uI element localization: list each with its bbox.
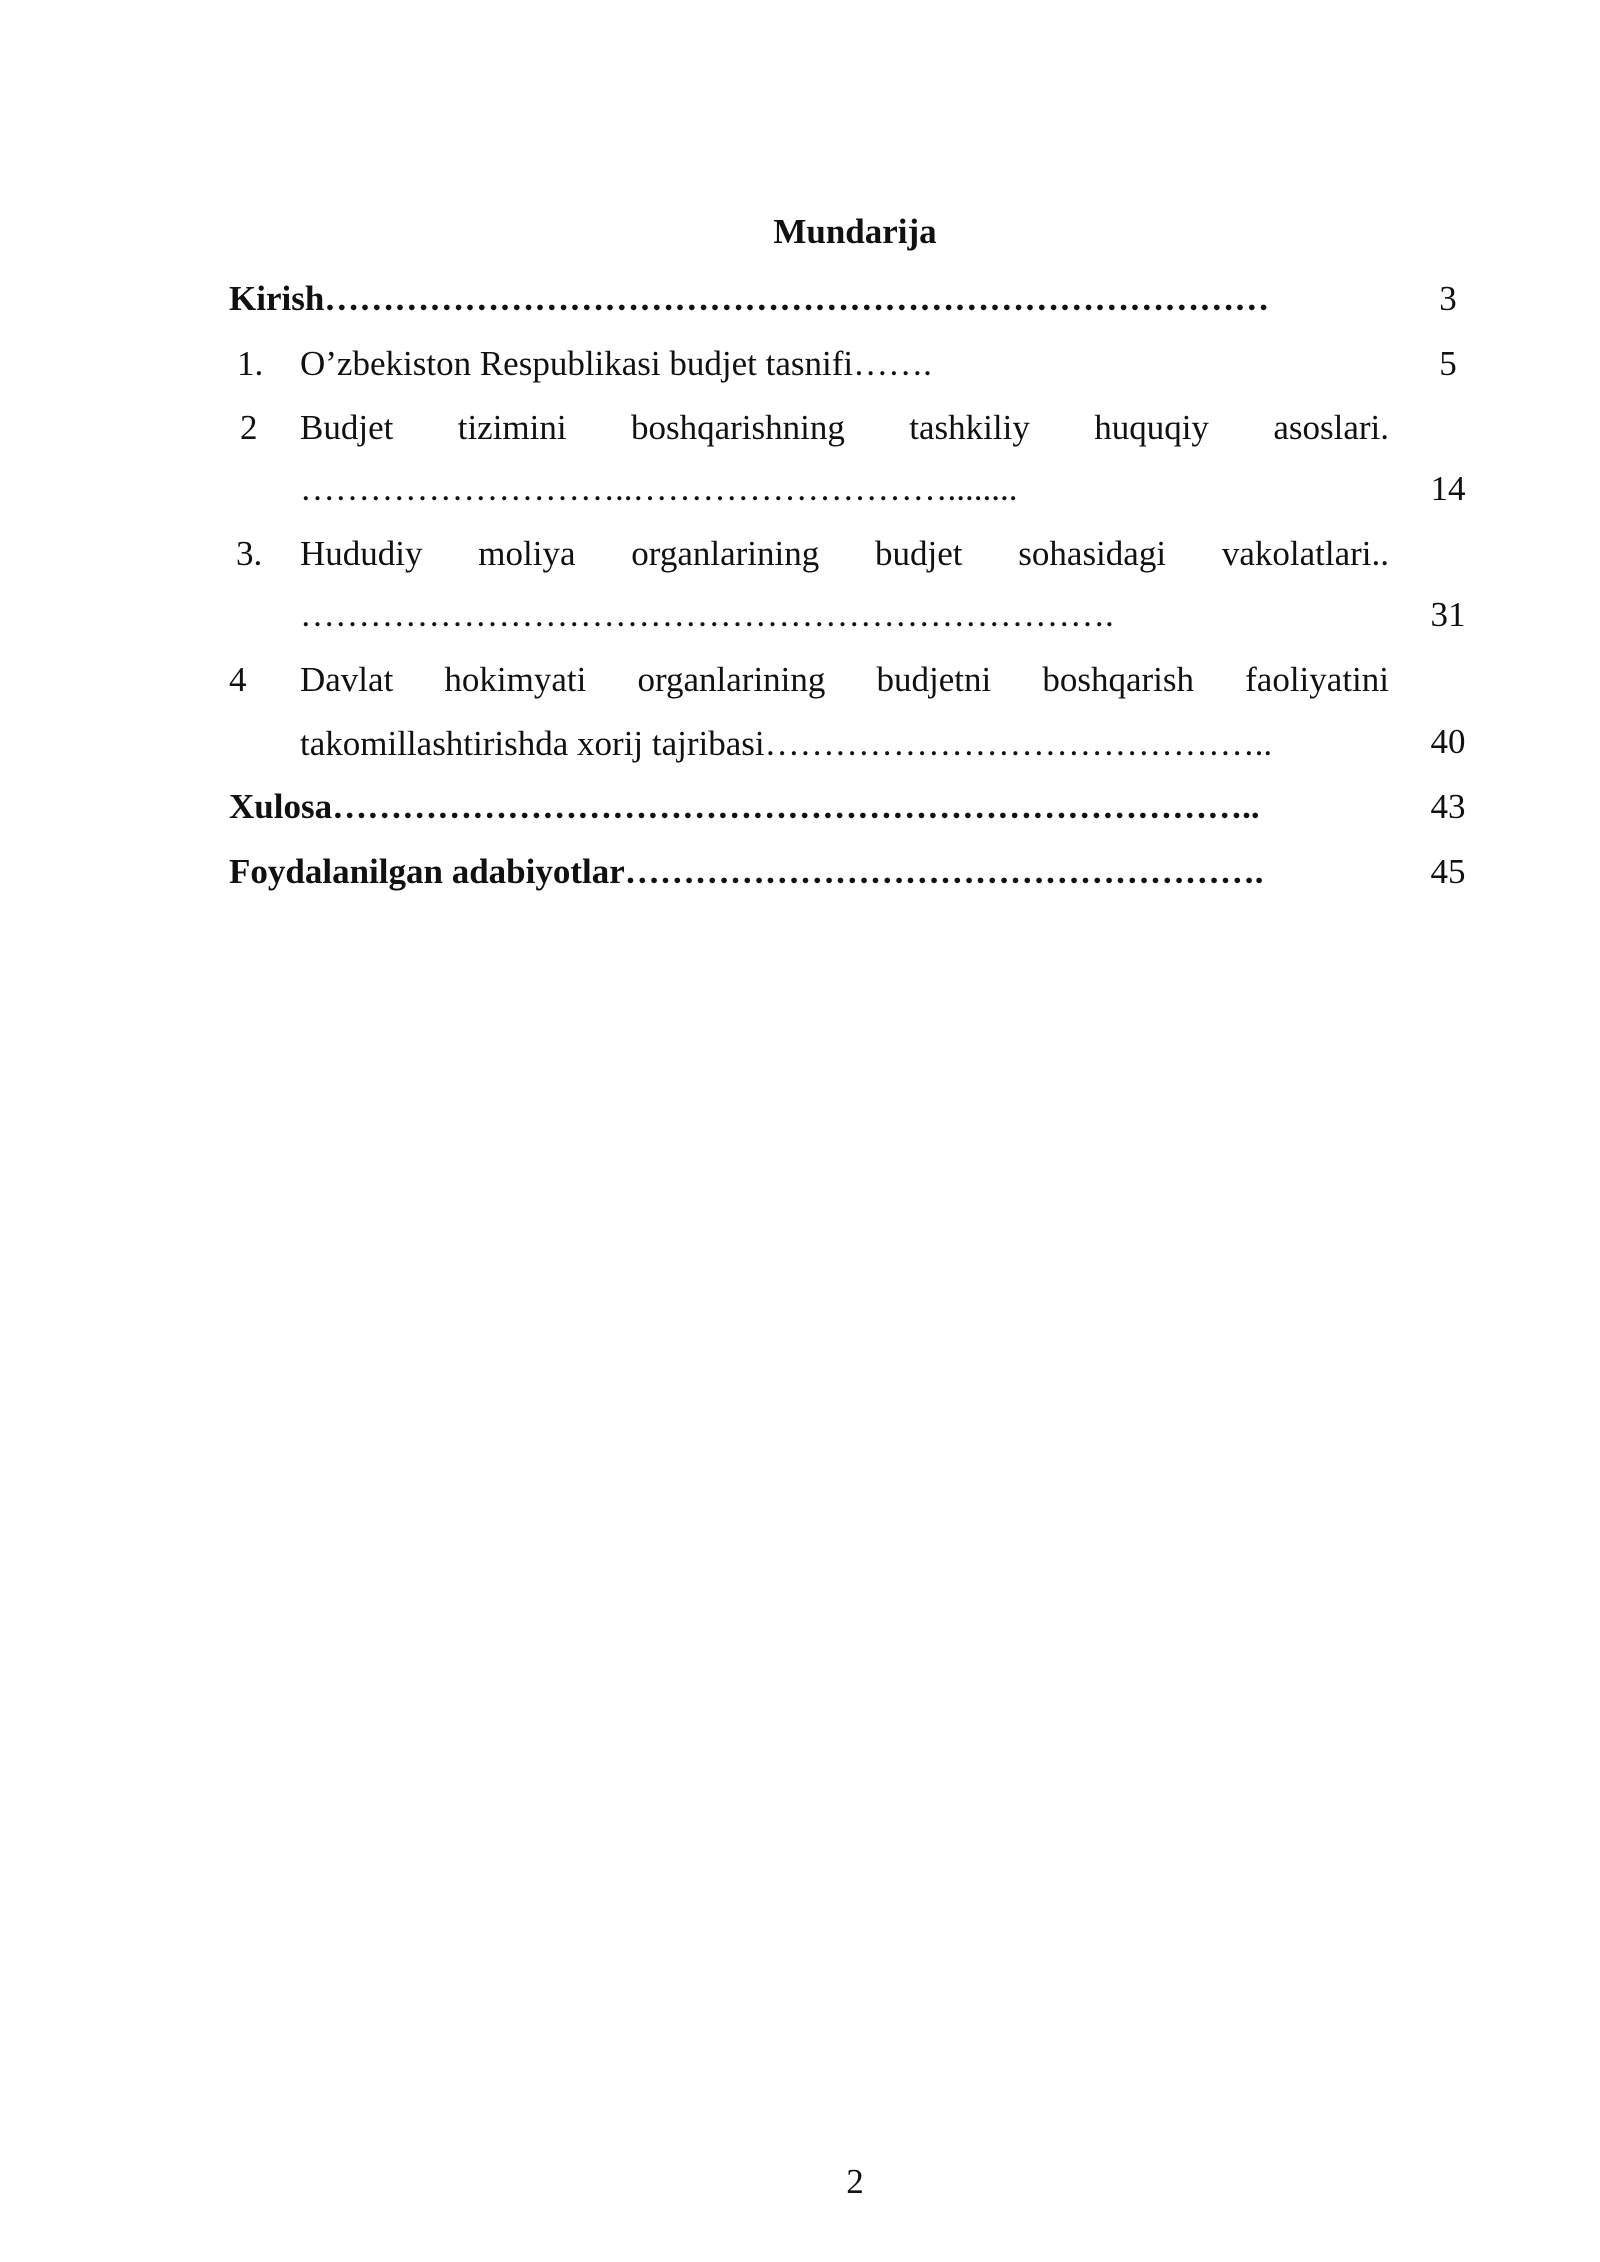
toc-number-4: 4 xyxy=(229,660,247,699)
toc-page-kirish: 3 xyxy=(1439,279,1457,318)
toc-page-1: 5 xyxy=(1439,344,1457,383)
toc-number-1: 1. xyxy=(237,344,264,383)
toc-title: Mundarija xyxy=(773,212,937,251)
page-number: 2 xyxy=(846,2162,864,2201)
toc-entry-3-line1: Hududiy moliya organlarining budjet sohasidagi vakolatlari.. xyxy=(300,534,1389,573)
toc-page-4: 40 xyxy=(1430,722,1466,761)
toc-entry-4-line1: Davlat hokimyati organlarining budjetni boshqarish faoliyatini xyxy=(300,660,1389,699)
toc-entry-3-line2: ……………………………………………………………. xyxy=(300,595,1114,634)
toc-page-xulosa: 43 xyxy=(1430,787,1466,826)
toc-number-2: 2 xyxy=(240,408,258,447)
toc-entry-1: O’zbekiston Respublikasi budjet tasnifi……. xyxy=(300,344,932,383)
toc-entry-adabiyotlar: Foydalanilgan adabiyotlar………………………………………………. xyxy=(229,852,1264,891)
toc-entry-2-line1: Budjet tizimini boshqarishning tashkiliy huquqiy asoslari. xyxy=(300,408,1389,447)
toc-entry-kirish: Kirish……………………………………………………………………… xyxy=(229,279,1270,318)
toc-number-3: 3. xyxy=(236,534,263,573)
toc-page-2: 14 xyxy=(1430,469,1466,508)
toc-entry-2-line2: ………………………..………………………........ xyxy=(300,469,1018,508)
toc-entry-xulosa: Xulosa…………………………………………………………………….. xyxy=(229,787,1260,826)
toc-entry-4-line2: takomillashtirishda xorij tajribasi…………………………………….. xyxy=(300,724,1273,763)
toc-page-adabiyotlar: 45 xyxy=(1430,852,1466,891)
toc-page-3: 31 xyxy=(1430,595,1466,634)
